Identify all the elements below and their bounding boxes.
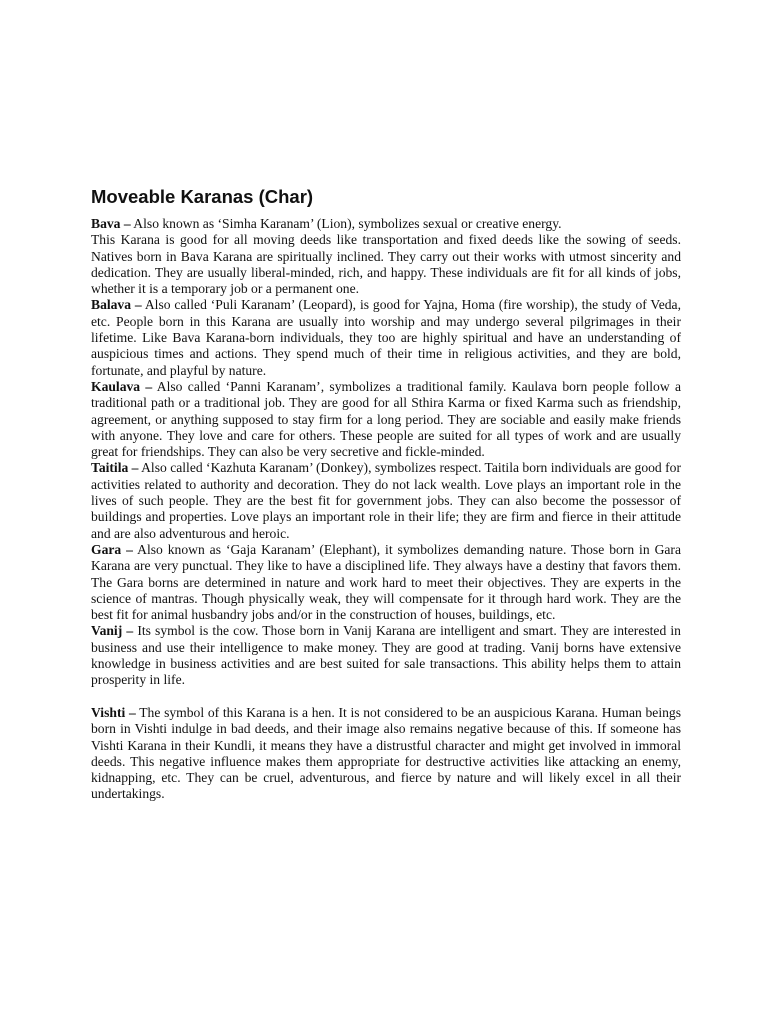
paragraph-gara-text: Also known as ‘Gaja Karanam’ (Elephant), it symbolizes demanding nature. Those born in Gara Karana are very punctual. They like to have a disciplined life. They always have a destiny that favors them. The Gara borns are determined in nature and work hard to meet their objectives. They are experts in the science of mantras. Though physically weak, they will compensate for it through hard work. They are the best fit for animal husbandry jobs and/or in the construction of houses, buildings, etc. xyxy=(91,541,681,623)
term-kaulava: Kaulava – xyxy=(91,378,153,394)
section-heading: Moveable Karanas (Char) xyxy=(91,186,314,207)
term-vanij: Vanij – xyxy=(91,623,134,639)
paragraph-vishti xyxy=(91,705,681,803)
paragraph-bava-details-text: This Karana is good for all moving deeds like transportation and fixed deeds like the sowing of seeds. Natives born in Bava Karana are spiritually inclined. They carry out their works with utmost sincerity and dedication. They are usually liberal-minded, rich, and happy. These individuals are fit for all kinds of jobs, whether it is a temporary job or a permanent one. xyxy=(91,232,681,297)
paragraph-bava-text: Also known as ‘Simha Karanam’ (Lion), symbolizes sexual or creative energy. xyxy=(130,216,562,231)
paragraph-balava xyxy=(91,297,681,378)
paragraph-kaulava-text: Also called ‘Panni Karanam’, symbolizes a traditional family. Kaulava born people follow a traditional path or a traditional job. They are good for all Sthira Karma or fixed Karma such as friendship, agreement, or anything supposed to stay firm for a long period. They are sociable and easily make friends with anyone. They love and care for others. These people are suited for all types of work and are usually great for friendships. They can also be very secretive and fickle-minded. xyxy=(91,378,681,460)
paragraph-taitila xyxy=(91,460,681,541)
paragraph-vishti-text: The symbol of this Karana is a hen. It is not considered to be an auspicious Karana. Human beings born in Vishti indulge in bad deeds, and their image also remains negative because of this. If someone has Vishti Karana in their Kundli, it means they have a distrustful character and might get involved in immoral deeds. This negative influence makes them appropriate for destructive activities like attacking an enemy, kidnapping, etc. They can be cruel, adventurous, and fierce by nature and will likely excel in all their undertakings. xyxy=(91,704,681,802)
term-balava: Balava – xyxy=(91,297,142,313)
paragraph-bava xyxy=(91,216,681,232)
document-body xyxy=(91,184,681,803)
paragraph-balava-text: Also called ‘Puli Karanam’ (Leopard), is good for Yajna, Homa (fire worship), the study of Veda, etc. People born in this Karana are usually into worship and may undergo several pilgrimages in their lifetime. Like Bava Karana-born individuals, they too are highly spiritual and have an understanding of auspicious times and actions. They spend much of their time in religious activities, and they are bold, fortunate, and playful by nature. xyxy=(91,297,681,378)
term-taitila: Taitila – xyxy=(91,460,139,476)
term-bava: Bava – xyxy=(91,216,131,231)
paragraph-kaulava xyxy=(91,379,681,460)
paragraph-vanij-text: Its symbol is the cow. Those born in Vanij Karana are intelligent and smart. They are interested in business and use their intelligence to make money. They are good at trading. Vanij borns have extensive knowledge in business activities and are best suited for sale transactions. This ability helps them to attain prosperity in life. xyxy=(91,623,681,688)
paragraph-gara xyxy=(91,542,681,623)
term-gara: Gara – xyxy=(91,541,133,557)
paragraph-bava-details xyxy=(91,232,681,297)
term-vishti: Vishti – xyxy=(91,704,136,720)
paragraph-vanij xyxy=(91,623,681,688)
paragraph-taitila-text: Also called ‘Kazhuta Karanam’ (Donkey), symbolizes respect. Taitila born individuals are good for activities related to authority and decoration. They do not lack wealth. Love plays an important role in the lives of such people. They are the best fit for government jobs. They can also become the possessor of buildings and properties. Love plays an important role in their life; they are firm and fierce in their attitude and are also adventurous and heroic. xyxy=(91,460,681,541)
